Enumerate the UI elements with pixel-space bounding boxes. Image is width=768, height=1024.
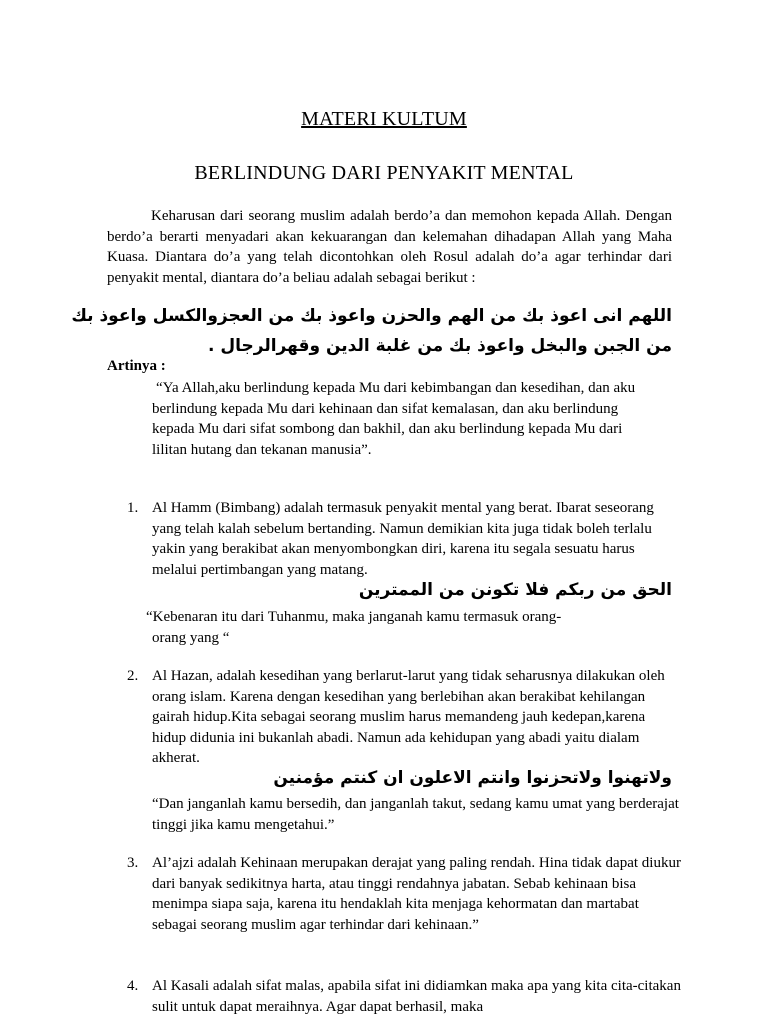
list-item-4 <box>127 976 682 1017</box>
list-item-text: Al Hazan, adalah kesedihan yang berlarut-larut yang tidak seharusnya dilakukan oleh orang islam. Karena dengan kesedihan yang berlebihan akan berakibat kehilangan gairah hidup.Kita sebagai seorang muslim harus memandeng jauh kedepan,karena hidup didunia ini bukanlah abadi. Namun ada kehidupan yang abadi yaitu dialam akherat. <box>152 668 665 766</box>
artinya-label: Artinya : <box>107 358 166 374</box>
quote-1-line-2: orang yang “ <box>152 629 230 646</box>
list-item-number: 3. <box>127 855 139 871</box>
list-item-1 <box>127 498 682 580</box>
list-item-number: 4. <box>127 978 139 994</box>
page-subtitle: BERLINDUNG DARI PENYAKIT MENTAL <box>194 162 574 184</box>
list-item-number: 2. <box>127 668 139 684</box>
quote-1 <box>146 607 646 648</box>
list-item-text: Al Kasali adalah sifat malas, apabila sifat ini didiamkan maka apa yang kita cita-citakan sulit untuk dapat meraihnya. Agar dapat berhasil, maka <box>152 978 681 1015</box>
translation-paragraph <box>152 378 652 460</box>
page-title: MATERI KULTUM <box>301 108 467 130</box>
arabic-verse-1: الحق من ربكم فلا تكونن من الممترين <box>358 580 672 600</box>
arabic-verse-2: ولاتهنوا ولاتحزنوا وانتم الاعلون ان كنتم مؤمنين <box>273 768 672 788</box>
intro-paragraph <box>107 206 672 288</box>
list-item-number: 1. <box>127 500 139 516</box>
doa-arabic-line-1: اللهم انى اعوذ بك من الهم والحزن واعوذ بك من العجزوالكسل واعوذ بك <box>71 306 672 326</box>
list-item-3 <box>127 853 682 935</box>
list-item-2 <box>127 666 682 769</box>
doa-arabic-line-2: من الجبن والبخل واعوذ بك من غلبة الدين وقهرالرجال . <box>208 336 672 356</box>
list-item-text: Al Hamm (Bimbang) adalah termasuk penyakit mental yang berat. Ibarat seseorang yang telah kalah sebelum bertanding. Namun demikian kita juga tidak boleh terlalu yakin yang berakibat akan menyombongkan diri, karena itu segala sesuatu harus melalui pertimbangan yang matang. <box>152 500 654 578</box>
quote-2: “Dan janganlah kamu bersedih, dan janganlah takut, sedang kamu umat yang berderajat tinggi jika kamu mengetahui.” <box>152 796 679 833</box>
list-item-text: Al’ajzi adalah Kehinaan merupakan derajat yang paling rendah. Hina tidak dapat diukur dari banyak sedikitnya harta, atau tinggi rendahnya jabatan. Sebab kehinaan bisa menimpa siapa saja, karena itu hendaklah kita menjaga kehormatan dan martabat sebagai seorang muslim agar terhindar dari kehinaan.” <box>152 855 681 933</box>
intro-text: Keharusan dari seorang muslim adalah berdo’a dan memohon kepada Allah. Dengan berdo’a berarti menyadari akan kekuarangan dan kelemahan dihadapan Allah yang Maha Kuasa. Diantara do’a yang telah dicontohkan oleh Rosul adalah do’a agar terhindar dari penyakit mental, diantara do’a beliau adalah sebagai berikut : <box>107 208 672 286</box>
translation-rest: kesedihan, dan aku berlindung kepada Mu dari kehinaan dan sifat kemalasan, dan aku berlindung kepada Mu dari sifat sombong dan bakhil, dan aku berlindung kepada Mu dari lilitan hutang dan tekanan manusia”. <box>152 380 636 458</box>
translation-first-line: “Ya Allah,aku berlindung kepada Mu dari kebimbangan dan <box>156 380 517 396</box>
quote-1-line-1: “Kebenaran itu dari Tuhanmu, maka janganah kamu termasuk orang- <box>146 609 562 625</box>
